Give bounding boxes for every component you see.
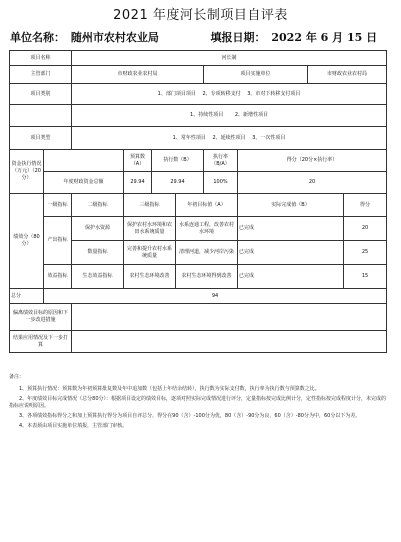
table-row-target: 水系连通工程，改善农村水环境	[176, 217, 238, 241]
perf-section-label: 绩效分（80分）	[10, 194, 44, 289]
table-row-target: 清理河道，减少河岸污染	[176, 241, 238, 265]
evaluation-table	[9, 50, 387, 353]
dept-value: 市财政农业农村局	[72, 66, 204, 84]
table-row-l2: 生态效益指标	[72, 265, 124, 289]
dept-label: 主管部门	[10, 66, 72, 84]
category-option-1: 1、部门项目项目	[157, 90, 196, 97]
project-name-label: 项目名称	[10, 51, 72, 66]
funds-actual-value: 29.94	[152, 172, 204, 194]
unit-name-label: 单位名称：	[10, 31, 65, 44]
funds-col-budget: 预算数（A）	[124, 150, 152, 172]
note-item: 4、本表须由项目实施单位填报，主管部门审核。	[19, 423, 128, 429]
table-row-score: 20	[344, 217, 387, 241]
perf-col-score: 得分	[344, 194, 387, 217]
note-item: 3、各项绩效指标得分之和加上预算执行得分为项目自评总分，得分在90（含）-100分为优，80（含）-90分为良，60（含）-80分为中，60分以下为差。	[19, 413, 361, 419]
type-option-1: 1、常年性项目	[172, 134, 206, 141]
total-value: 94	[44, 289, 387, 304]
table-row-result: 已完成	[238, 217, 344, 241]
table-row-l3: 保护农村水环境和农田水系统质量	[124, 217, 176, 241]
perf-col-l1: 一级指标	[44, 194, 72, 217]
table-row-result: 已完成	[238, 241, 344, 265]
nature-options	[72, 105, 387, 127]
type-option-3: 3、一次性项目	[252, 134, 286, 141]
type-option-2: 2、延续性项目	[212, 134, 246, 141]
table-row-score: 15	[344, 265, 387, 289]
perf-col-target: 年初目标值（A）	[176, 194, 238, 217]
funds-col-score: 得分（20分×执行率）	[238, 150, 387, 172]
table-row-l3: 农村生态环境改善	[124, 265, 176, 289]
nature-label	[10, 105, 72, 127]
unit-name-value: 随州市农村农业局	[70, 31, 159, 44]
table-row-l2: 数量指标	[72, 241, 124, 265]
nature-option-1: 1、持续性项目	[190, 112, 224, 118]
type-label: 项目类型	[10, 127, 72, 150]
project-name-value: 河长制	[72, 51, 387, 66]
note-item: 2、年度绩效目标完成情况（总分80分）：根据项目设定的绩效目标，逐项对照实际完成情况进行评分，定量指标按完成比例计分，定性指标按完成程度计分，未完成的指标应说明原因。	[9, 396, 387, 409]
perf-col-l2: 二级指标	[72, 194, 124, 217]
perf-l1-effect: 效益指标	[44, 265, 72, 289]
impl-unit-label: 项目实施单位	[204, 66, 308, 84]
results-use-value	[72, 331, 387, 353]
problems-label: 偏离绩效目标的原因和下一步改进措施	[10, 304, 72, 331]
funds-section-label: 资金执行情况（万元）（20分）	[10, 150, 44, 194]
note-item: 1、预算执行情况：预算数为年初预算批复数及年中追加数（包括上年结余结转），执行数为实际支付数，执行率为执行数与预算数之比。	[19, 386, 320, 392]
document-title: 2021 年度河长制项目自评表	[113, 8, 288, 23]
funds-score-value: 20	[238, 172, 387, 194]
table-row-result: 已完成	[238, 265, 344, 289]
results-use-label: 结果应用情况及下一步打算	[10, 331, 72, 353]
fill-date-value: 2022 年 6 月 15 日	[271, 31, 378, 44]
funds-rate-value: 100%	[204, 172, 238, 194]
table-row-target: 农村生态环境得到改善	[176, 265, 238, 289]
category-option-2: 2、专项转移支付	[202, 90, 241, 97]
table-row-score: 25	[344, 241, 387, 265]
table-row-l3: 完善和提升农村水系统质量	[124, 241, 176, 265]
category-option-3: 3、市对下转移支付项目	[247, 90, 301, 97]
table-row-l2: 保护水资源	[72, 217, 124, 241]
category-label: 项目类别	[10, 84, 72, 105]
funds-col-actual: 执行数（B）	[152, 150, 204, 172]
header-line	[10, 29, 400, 45]
nature-option-2: 2、新增性项目	[234, 112, 269, 118]
perf-col-result: 实际完成值（B）	[238, 194, 344, 217]
funds-col-rate: 执行率（B/A）	[204, 150, 238, 172]
type-options	[72, 127, 387, 150]
fill-date-label: 填报日期：	[210, 31, 266, 44]
notes-section	[9, 374, 391, 433]
category-options	[72, 84, 387, 105]
perf-l1-output: 产出指标	[44, 217, 72, 265]
notes-heading: 备注：	[9, 374, 25, 380]
total-label: 总分	[10, 289, 44, 304]
perf-col-l3: 三级指标	[124, 194, 176, 217]
impl-unit-value: 市财政农业农村局	[308, 66, 387, 84]
problems-value	[72, 304, 387, 331]
funds-row-label: 年度财政资金总额	[44, 172, 124, 194]
funds-budget-value: 29.94	[124, 172, 152, 194]
